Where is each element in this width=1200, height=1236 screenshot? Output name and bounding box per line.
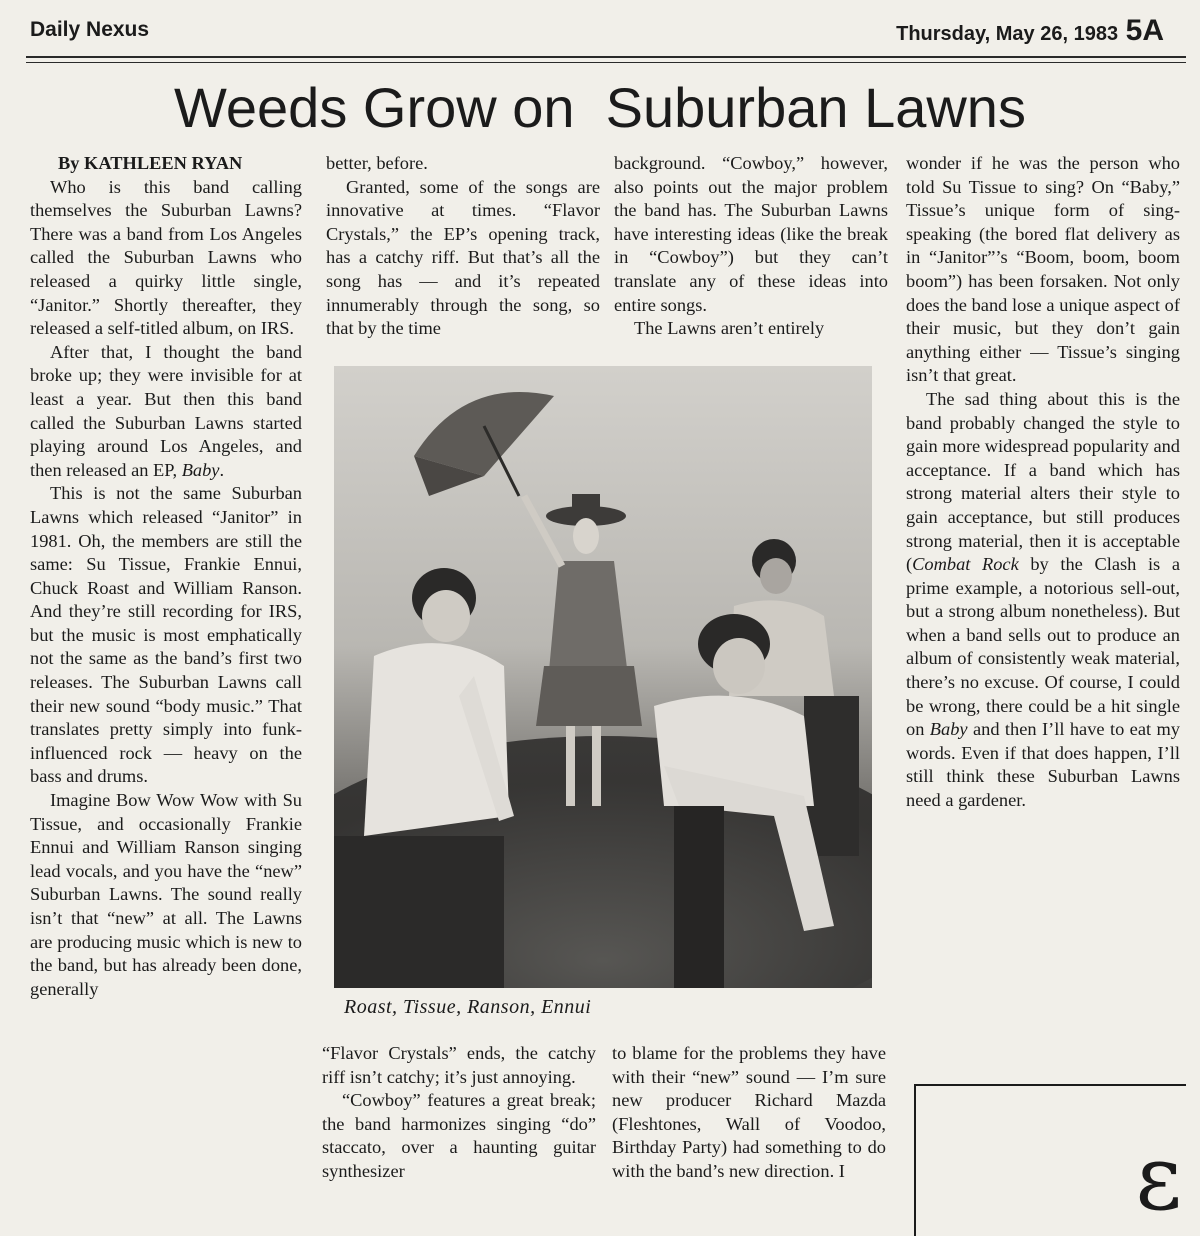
paragraph-text: and then I’ll have to eat my words. Even if that does happen, I’ll still think these Suburban Lawns need a gardener. [906,719,1180,811]
paragraph: This is not the same Suburban Lawns which released “Janitor” in 1981. Oh, the members are still the same: Su Tissue, Frankie Ennui, Chuck Roast and William Ranson. And they’re still recording for IRS, but the music is most emphatically not the same as the band’s first two releases. The Suburban Lawns call their new sound “body music.” That translates pretty simply into funk-influenced rock — heavy on the bass and drums. [30,483,302,787]
date-text: Thursday, May 26, 1983 [896,23,1119,45]
paragraph: “Cowboy” features a great break; the band harmonizes singing “do” staccato, over a haunting guitar synthesizer [322,1090,596,1181]
column-2-bottom [322,1042,596,1184]
page-number: 5A [1125,14,1164,47]
ep-title: Baby [929,719,968,740]
paragraph: Imagine Bow Wow Wow with Su Tissue, and occasionally Frankie Ennui and William Ranson singing lead vocals, and you have the “new” Suburban Lawns. The sound really isn’t that “new” at all. The Lawns are producing music which is new to the band, but has already been done, generally [30,790,302,999]
paragraph: wonder if he was the person who told Su Tissue to sing? On “Baby,” Tissue’s unique form of sing-speaking (the bored flat delivery as in “Janitor”’s “Boom, boom, boom boom”) has been forsaken. Not only does the band lose a unique aspect of their music, but they don’t gain anything either — Tissue’s singing isn’t that great. [906,153,1180,386]
paragraph-text: After that, I thought the band broke up; they were invisible for at least a year. But then this band called the Suburban Lawns started playing around Los Angeles, and then released an EP, [30,341,302,480]
column-2-top [326,152,600,341]
column-3-bottom [612,1042,886,1184]
band-photo [334,366,872,988]
paragraph: better, before. [326,153,428,173]
paragraph: After that, I thought the band broke up; they were invisible for at least a year. But then this band called the Suburban Lawns started playing around Los Angeles, and then released an EP, Baby. [30,341,302,480]
advertisement-box [914,1084,1186,1236]
band-photo-image [334,366,872,988]
album-title: Combat Rock [912,554,1019,575]
column-1 [30,152,302,1001]
ad-glyph: ε [1135,1126,1182,1231]
paragraph: to blame for the problems they have with their “new” sound — I’m sure new producer Richard Mazda (Fleshtones, Wall of Voodoo, Birthday Party) had something to do with the band’s new direction. I [612,1043,886,1181]
paragraph: background. “Cowboy,” however, also points out the major problem the band has. The Suburban Lawns have interesting ideas (like the break in “Cowboy”) but they can’t translate any of these ideas into entire songs. [614,153,888,315]
byline: By KATHLEEN RYAN [58,153,243,173]
paragraph: “Flavor Crystals” ends, the catchy riff isn’t catchy; it’s just annoying. [322,1043,596,1087]
paragraph-text: The sad thing about this is the band probably changed the style to gain more widespread popularity and acceptance. If a band which has strong material alters their style to gain acceptance, but still produces strong material, then it is acceptable ( [906,388,1180,575]
paragraph-text: by the Clash is a prime example, a notorious sell-out, but a strong album nonetheless). But when a band sells out to produce an album of consistently weak material, there’s no excuse. Of course, I could be wrong, there could be a hit single on [906,554,1180,740]
masthead-rule [26,56,1186,58]
photo-caption: Roast, Tissue, Ranson, Ennui [344,996,592,1018]
paragraph [906,388,1180,813]
column-4 [906,152,1180,813]
masthead [0,0,1200,60]
column-3-top [614,152,888,341]
masthead-rule-thin [26,62,1186,63]
paragraph: The Lawns aren’t entirely [634,318,825,339]
article-headline: Weeds Grow on Suburban Lawns [174,76,1026,139]
ep-title: Baby [181,459,220,480]
issue-date [896,14,1164,48]
newspaper-name: Daily Nexus [30,18,150,41]
paragraph: Granted, some of the songs are innovative at times. “Flavor Crystals,” the EP’s opening track, has a catchy riff. But that’s all the song has — and it’s repeated innumerably through the song, so that by the time [326,176,600,339]
paragraph: Who is this band calling themselves the Suburban Lawns? There was a band from Los Angeles called the Suburban Lawns who released a quirky little single, “Janitor.” Shortly thereafter, they released a self-titled album, on IRS. [30,176,302,339]
